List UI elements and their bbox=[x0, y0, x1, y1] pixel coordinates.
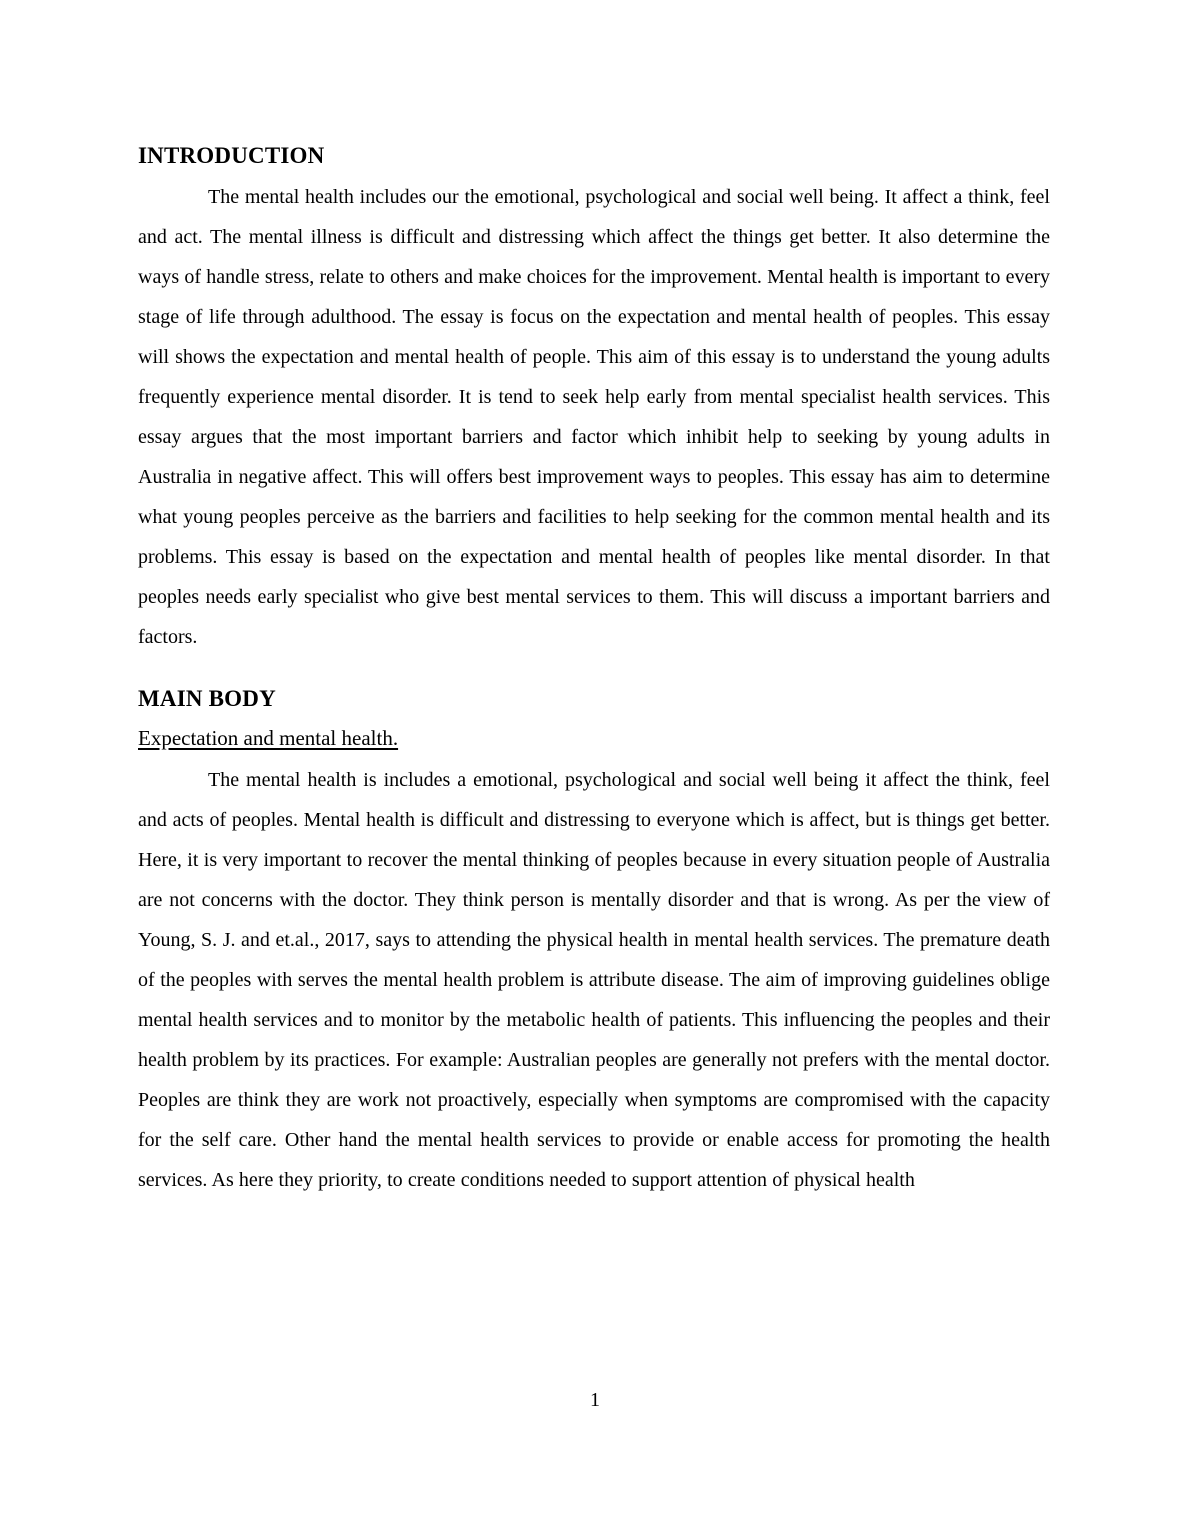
subsection-heading-expectation-and-mental-health: Expectation and mental health. bbox=[138, 726, 399, 751]
introduction-paragraph: The mental health includes our the emotional, psychological and social well being. It affect a think, feel and act. The mental illness is difficult and distressing which affect the things get better. It also determine the ways of handle stress, relate to others and make choices for the improvement. Mental health is important to every stage of life through adulthood. The essay is focus on the expectation and mental health of peoples. This essay will shows the expectation and mental health of people. This aim of this essay is to understand the young adults frequently experience mental disorder. It is tend to seek help early from mental specialist health services. This essay argues that the most important barriers and factor which inhibit help to seeking by young adults in Australia in negative affect. This will offers best improvement ways to peoples. This essay has aim to determine what young peoples perceive as the barriers and facilities to help seeking for the common mental health and its problems. This essay is based on the expectation and mental health of peoples like mental disorder. In that peoples needs early specialist who give best mental services to them. This will discuss a important barriers and factors. bbox=[138, 186, 1050, 649]
section-heading-main-body: MAIN BODY bbox=[138, 686, 276, 712]
section-heading-introduction: INTRODUCTION bbox=[138, 143, 325, 168]
page-content bbox=[138, 140, 1050, 1200]
main-body-paragraph: The mental health is includes a emotional, psychological and social well being it affect the think, feel and acts of peoples. Mental health is difficult and distressing to everyone which is affect, but is things get better. Here, it is very important to recover the mental thinking of peoples because in every situation people of Australia are not concerns with the doctor. They think person is mentally disorder and that is wrong. As per the view of Young, S. J. and et.al., 2017, says to attending the physical health in mental health services. The premature death of the peoples with serves the mental health problem is attribute disease. The aim of improving guidelines oblige mental health services and to monitor by the metabolic health of patients. This influencing the peoples and their health problem by its practices. For example: Australian peoples are generally not prefers with the mental doctor. Peoples are think they are work not proactively, especially when symptoms are compromised with the capacity for the self care. Other hand the mental health services to provide or enable access for promoting the health services. As here they priority, to create conditions needed to support attention of physical health bbox=[138, 769, 1050, 1192]
page-number-footer: 1 bbox=[590, 1389, 600, 1411]
